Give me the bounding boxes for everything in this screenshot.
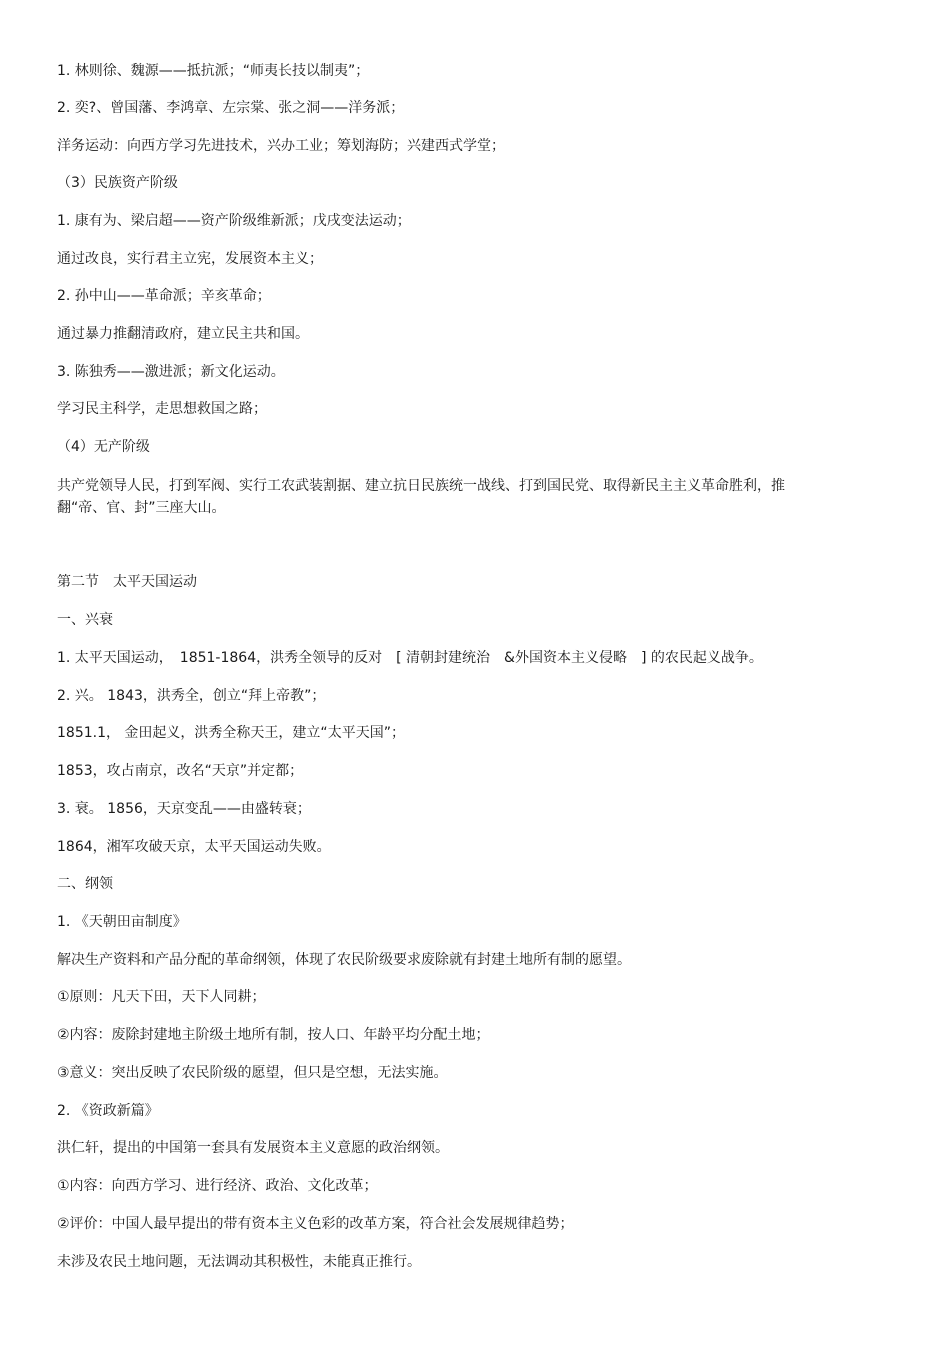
text-line: 未涉及农民土地问题，无法调动其积极性，未能真正推行。 <box>57 1254 421 1270</box>
text-line: 洪仁轩，提出的中国第一套具有发展资本主义意愿的政治纲领。 <box>57 1140 449 1156</box>
text-line: 洋务运动：向西方学习先进技术，兴办工业；筹划海防；兴建西式学堂； <box>57 138 505 154</box>
section-heading: （3）民族资产阶级 <box>57 175 178 191</box>
text-line: 2. 《资政新篇》 <box>57 1103 159 1119</box>
text-line: 1851.1， 金田起义，洪秀全称天王，建立“太平天国”； <box>57 725 405 741</box>
text-line: 通过暴力推翻清政府，建立民主共和国。 <box>57 326 309 342</box>
text-line: 1853，攻占南京，改名“天京”并定都； <box>57 763 304 779</box>
text-line: 解决生产资料和产品分配的革命纲领，体现了农民阶级要求废除就有封建土地所有制的愿望。 <box>57 952 631 968</box>
text-line: 3. 陈独秀——激进派；新文化运动。 <box>57 364 285 380</box>
text-line: ①原则：凡天下田，天下人同耕； <box>57 989 266 1005</box>
text-line: 1. 《天朝田亩制度》 <box>57 914 187 930</box>
text-line: ②内容：废除封建地主阶级土地所有制，按人口、年龄平均分配土地； <box>57 1027 490 1043</box>
text-line: ②评价：中国人最早提出的带有资本主义色彩的改革方案，符合社会发展规律趋势； <box>57 1216 574 1232</box>
text-line: 2. 兴。 1843，洪秀全，创立“拜上帝教”； <box>57 688 326 704</box>
text-line: 通过改良，实行君主立宪，发展资本主义； <box>57 251 323 267</box>
text-line: ①内容：向西方学习、进行经济、政治、文化改革； <box>57 1178 378 1194</box>
text-line: ③意义：突出反映了农民阶级的愿望，但只是空想，无法实施。 <box>57 1065 448 1081</box>
text-line: 1. 林则徐、魏源——抵抗派；“师夷长技以制夷”； <box>57 63 370 79</box>
section-heading: 一、兴衰 <box>57 612 113 628</box>
paragraph: 共产党领导人民，打到军阀、实行工农武装割据、建立抗日民族统一战线、打到国民党、取得新民主主义革命胜利，推翻“帝、官、封”三座大山。 <box>57 478 785 516</box>
text-line: 1. 康有为、梁启超——资产阶级维新派；戊戌变法运动； <box>57 213 411 229</box>
text-line: 2. 奕?、曾国藩、李鸿章、左宗棠、张之洞——洋务派； <box>57 100 405 116</box>
text-line: 1864，湘军攻破天京，太平天国运动失败。 <box>57 839 331 855</box>
text-line: 学习民主科学，走思想救国之路； <box>57 401 267 417</box>
section-heading: （4）无产阶级 <box>57 439 150 455</box>
section-heading: 二、纲领 <box>57 876 113 892</box>
chapter-heading: 第二节 太平天国运动 <box>57 574 197 590</box>
text-line: 1. 太平天国运动， 1851-1864，洪秀全领导的反对 [ 清朝封建统治 &外国资本主义侵略 ] 的农民起义战争。 <box>57 650 763 666</box>
text-line: 3. 衰。 1856，天京变乱——由盛转衰； <box>57 801 311 817</box>
text-line: 2. 孙中山——革命派；辛亥革命； <box>57 288 271 304</box>
